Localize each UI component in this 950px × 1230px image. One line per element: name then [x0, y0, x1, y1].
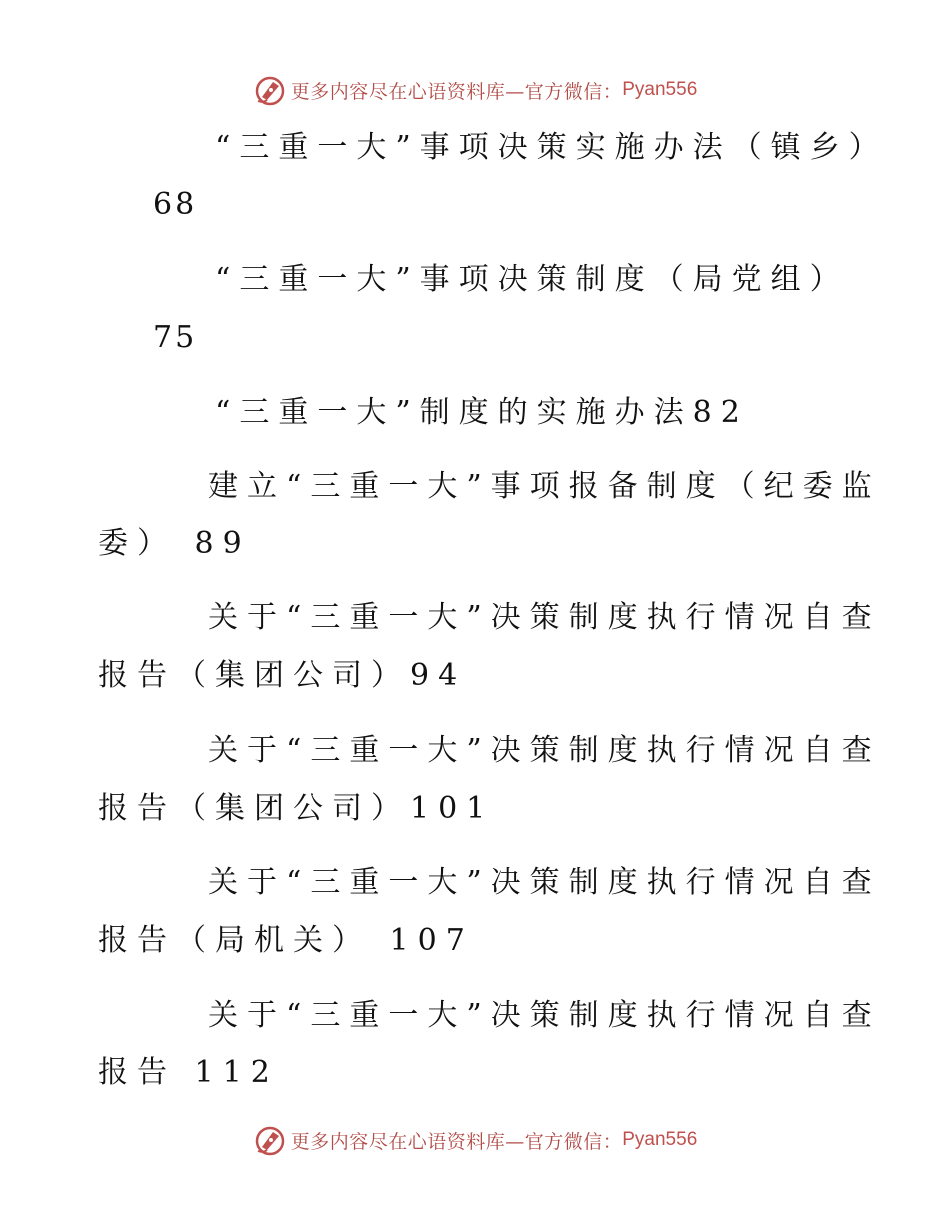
- watermark-wechat-id: Pyan556: [622, 79, 698, 100]
- pen-nib-logo-icon: [253, 1123, 287, 1157]
- pen-nib-logo-icon: [253, 73, 287, 107]
- watermark-wechat-id: Pyan556: [622, 1129, 698, 1150]
- toc-entry-title: 关于“三重一大”决策制度执行情况自查: [208, 998, 881, 1033]
- toc-entry-title: “三重一大”事项决策制度（局党组）: [215, 262, 849, 297]
- watermark-text: 更多内容尽在心语资料库—官方微信：: [290, 1130, 623, 1153]
- toc-entry-page: 报告（集团公司）101: [98, 791, 495, 826]
- header-watermark-banner: [0, 70, 950, 110]
- toc-entry-page: 75: [153, 320, 198, 355]
- toc-entry-title: “三重一大”事项决策实施办法（镇乡）: [215, 130, 888, 165]
- toc-entry-title: 关于“三重一大”决策制度执行情况自查: [208, 865, 881, 900]
- toc-entry-page: 委） 89: [98, 526, 251, 561]
- toc-entry-title: 建立“三重一大”事项报备制度（纪委监: [208, 469, 881, 504]
- watermark-text: 更多内容尽在心语资料库—官方微信：: [290, 80, 623, 103]
- toc-entry-title: 关于“三重一大”决策制度执行情况自查: [208, 600, 881, 635]
- footer-watermark-banner: [0, 1120, 950, 1160]
- toc-entry-page: 报告 112: [98, 1055, 279, 1090]
- toc-entry-page: 报告（集团公司）94: [98, 658, 467, 693]
- toc-entry-title: “三重一大”制度的实施办法82: [215, 395, 749, 430]
- toc-entry-page: 报告（局机关） 107: [98, 923, 474, 958]
- toc-entry-page: 68: [153, 187, 198, 222]
- toc-entry-title: 关于“三重一大”决策制度执行情况自查: [208, 733, 881, 768]
